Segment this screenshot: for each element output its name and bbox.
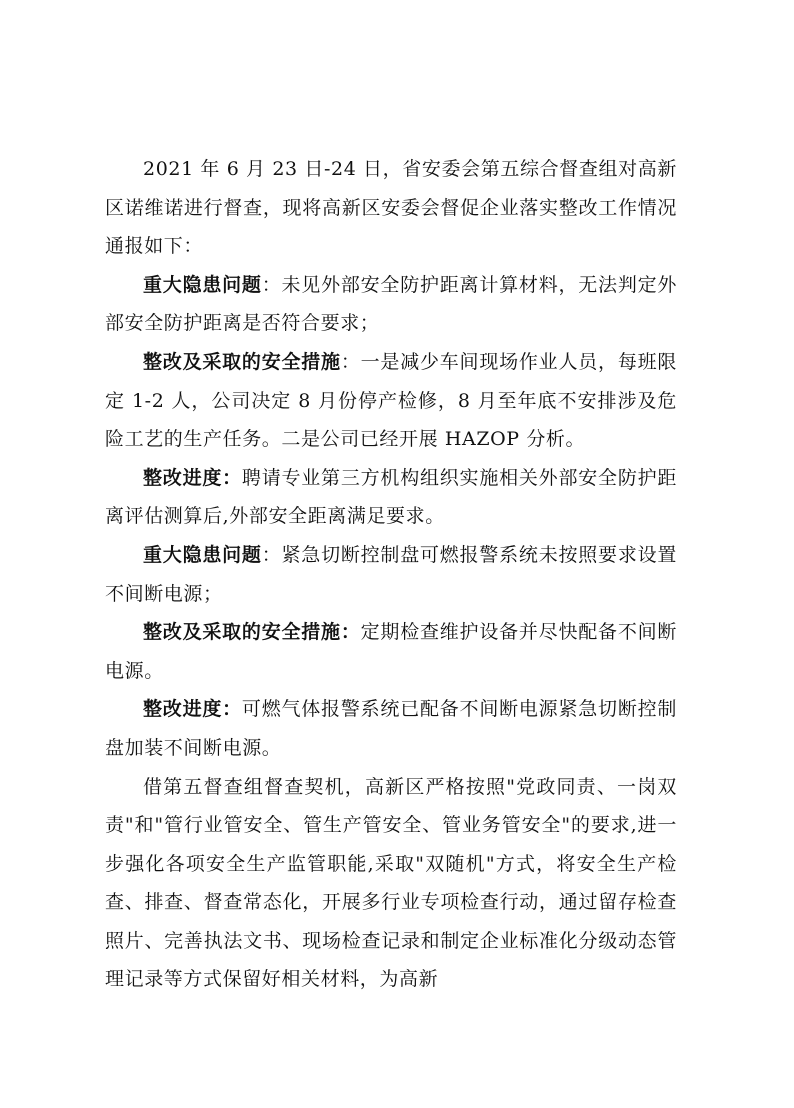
- issue-2-problem-text: ：紧急切断控制盘可燃报警系统未按照要求设置不间断电源；: [105, 543, 677, 605]
- issue-2-problem-label: 重大隐患问题: [143, 543, 262, 566]
- issue-2-measures-text: 定期检查维护设备并尽快配备不间断电源。: [105, 621, 677, 682]
- issue-2-progress-label: 整改进度：: [143, 698, 242, 721]
- issue-2-measures-paragraph: [105, 613, 677, 690]
- issue-2-progress-text: 可燃气体报警系统已配备不间断电源紧急切断控制盘加装不间断电源。: [105, 698, 677, 759]
- issue-1-problem-paragraph: [105, 266, 677, 343]
- issue-1-problem-text: ：未见外部安全防护距离计算材料，无法判定外部安全防护距离是否符合要求；: [105, 273, 677, 335]
- document-body: [105, 150, 677, 999]
- issue-1-problem-label: 重大隐患问题: [143, 273, 262, 296]
- issue-1-measures-text: ：一是减少车间现场作业人员，每班限定 1-2 人，公司决定 8 月份停产检修，8 月至年底不安排涉及危险工艺的生产任务。二是公司已经开展 HAZOP 分析。: [105, 350, 677, 451]
- closing-paragraph: 借第五督查组督查契机，高新区严格按照"党政同责、一岗双责"和"管行业管安全、管生产管安全、管业务管安全"的要求,进一步强化各项安全生产监管职能,采取"双随机"方式，将安全生产检查、排查、督查常态化，开展多行业专项检查行动，通过留存检查照片、完善执法文书、现场检查记录和制定企业标准化分级动态管理记录等方式保留好相关材料，为高新: [105, 775, 677, 991]
- issue-2-progress-paragraph: [105, 690, 677, 767]
- issue-1-progress-label: 整改进度：: [143, 466, 242, 489]
- issue-1-measures-paragraph: [105, 343, 677, 459]
- issue-1-measures-label: 整改及采取的安全措施: [143, 350, 341, 373]
- issue-2-problem-paragraph: [105, 536, 677, 613]
- issue-2-measures-label: 整改及采取的安全措施：: [143, 621, 361, 644]
- issue-1-progress-text: 聘请专业第三方机构组织实施相关外部安全防护距离评估测算后,外部安全距离满足要求。: [105, 466, 677, 528]
- issue-1-progress-paragraph: [105, 459, 677, 536]
- intro-paragraph: 2021 年 6 月 23 日-24 日，省安委会第五综合督查组对高新区诺维诺进行督查，现将高新区安委会督促企业落实整改工作情况通报如下：: [105, 158, 677, 258]
